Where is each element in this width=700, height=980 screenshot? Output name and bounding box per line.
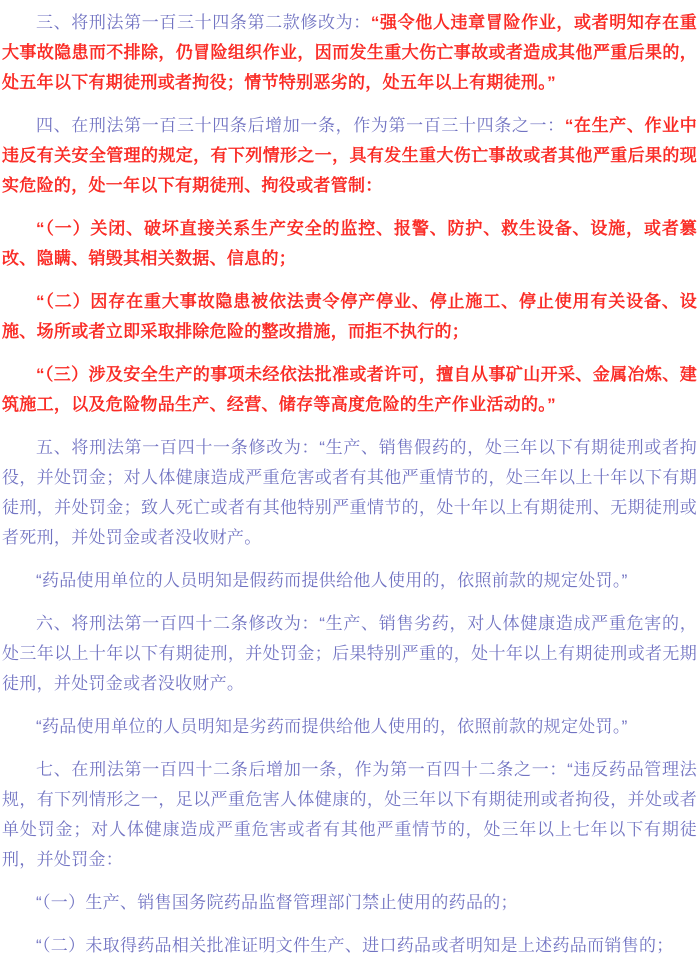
paragraph [2, 360, 697, 420]
emphasized-text-segment: “（三）涉及安全生产的事项未经依法批准或者许可，擅自从事矿山开采、金属冶炼、建筑施工，以及危险物品生产、经营、储存等高度危险的生产作业活动的。” [2, 365, 697, 414]
text-segment: 六、将刑法第一百四十二条修改为：“生产、销售劣药，对人体健康造成严重危害的，处三年以上十年以下有期徒刑，并处罚金；后果特别严重的，处十年以上有期徒刑或者无期徒刑，并处罚金或者没收财产。 [2, 614, 697, 693]
text-segment: “（二）未取得药品相关批准证明文件生产、进口药品或者明知是上述药品而销售的； [36, 936, 674, 955]
text-segment: “药品使用单位的人员明知是假药而提供给他人使用的，依照前款的规定处罚。” [36, 571, 628, 590]
paragraph [2, 433, 697, 553]
emphasized-text-segment: “（二）因存在重大事故隐患被依法责令停产停业、停止施工、停止使用有关设备、设施、场所或者立即采取排除危险的整改措施，而拒不执行的； [2, 292, 697, 341]
text-segment: 四、在刑法第一百三十四条后增加一条，作为第一百三十四条之一： [36, 116, 565, 135]
paragraph [2, 8, 697, 98]
paragraph [2, 214, 697, 274]
paragraph [2, 566, 697, 596]
text-segment: 七、在刑法第一百四十二条后增加一条，作为第一百四十二条之一：“违反药品管理法规，有下列情形之一，足以严重危害人体健康的，处三年以下有期徒刑或者拘役，并处或者单处罚金；对人体健康造成严重危害或者有其他严重情节的，处三年以上七年以下有期徒刑，并处罚金： [2, 760, 697, 869]
text-segment: “（一）生产、销售国务院药品监督管理部门禁止使用的药品的； [36, 893, 518, 912]
emphasized-text-segment: “强令他人违章冒险作业，或者明知存在重大事故隐患而不排除，仍冒险组织作业，因而发生重大伤亡事故或者造成其他严重后果的，处五年以下有期徒刑或者拘役；情节特别恶劣的，处五年以上有期徒刑。” [2, 13, 698, 92]
text-segment: 三、将刑法第一百三十四条第二款修改为： [36, 13, 371, 32]
text-segment: 五、将刑法第一百四十一条修改为：“生产、销售假药的，处三年以下有期徒刑或者拘役，并处罚金；对人体健康造成严重危害或者有其他严重情节的，处三年以上十年以下有期徒刑，并处罚金；致人死亡或者有其他特别严重情节的，处十年以上有期徒刑、无期徒刑或者死刑，并处罚金或者没收财产。 [2, 438, 697, 547]
paragraph [2, 931, 697, 961]
emphasized-text-segment: “（一）关闭、破坏直接关系生产安全的监控、报警、防护、救生设备、设施，或者篡改、隐瞒、销毁其相关数据、信息的； [2, 219, 697, 268]
emphasized-text-segment: “在生产、作业中违反有关安全管理的规定，有下列情形之一，具有发生重大伤亡事故或者其他严重后果的现实危险的，处一年以下有期徒刑、拘役或者管制： [2, 116, 698, 195]
paragraph [2, 888, 697, 918]
paragraph [2, 609, 697, 699]
text-segment: “药品使用单位的人员明知是劣药而提供给他人使用的，依照前款的规定处罚。” [36, 717, 628, 736]
paragraph [2, 755, 697, 875]
paragraph [2, 712, 697, 742]
paragraph [2, 111, 697, 201]
paragraph [2, 287, 697, 347]
